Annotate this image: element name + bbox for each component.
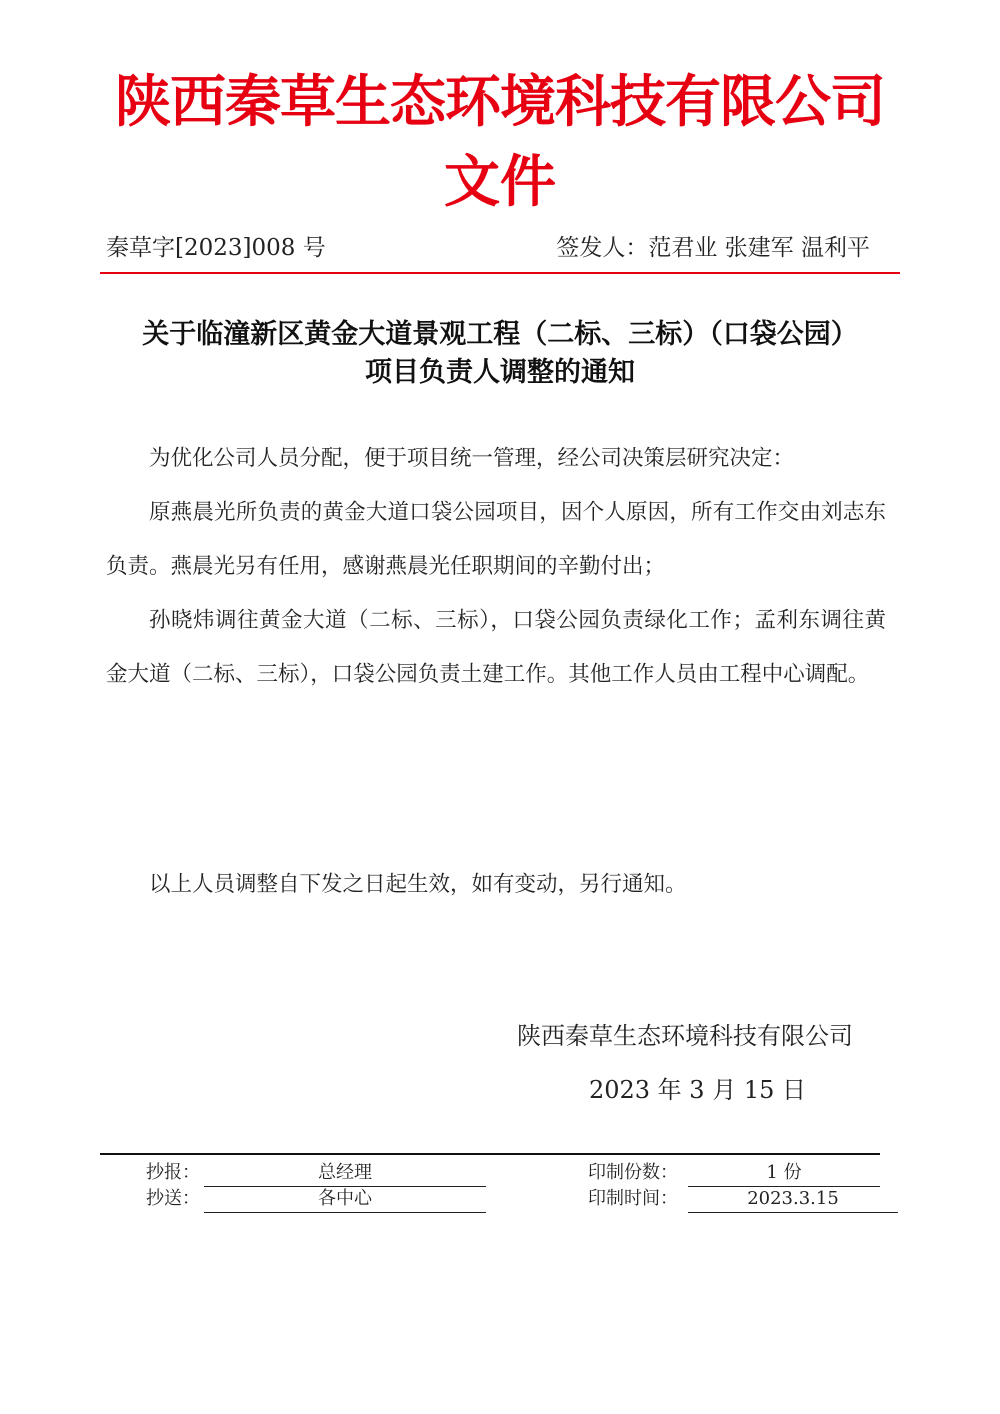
issuer-names: 范君业 张建军 温利平 bbox=[648, 235, 870, 261]
body-paragraph-4: 以上人员调整自下发之日起生效，如有变动，另行通知。 bbox=[149, 872, 687, 897]
document-number: 秦草字[2023]008 号 bbox=[106, 235, 326, 261]
issuer-line bbox=[556, 232, 870, 264]
signature-organization: 陕西秦草生态环境科技有限公司 bbox=[517, 1022, 853, 1050]
header-organization-name: 陕西秦草生态环境科技有限公司 bbox=[115, 70, 885, 135]
signature-date: 2023 年 3 月 15 日 bbox=[588, 1076, 806, 1104]
issuer-label: 签发人： bbox=[556, 235, 649, 261]
footer-print-time-value: 2023.3.15 bbox=[688, 1186, 898, 1213]
footer-copy-value: 各中心 bbox=[204, 1186, 486, 1213]
footer-copies-label: 印制份数： bbox=[588, 1162, 678, 1183]
footer-print-time-label: 印制时间： bbox=[588, 1188, 678, 1209]
footer-copies-value: 1 份 bbox=[688, 1160, 880, 1187]
header-document-word: 文件 bbox=[444, 150, 556, 215]
body-paragraph-3: 孙晓炜调往黄金大道（二标、三标），口袋公园负责绿化工作；孟利东调往黄金大道（二标、三标），口袋公园负责土建工作。其他工作人员由工程中心调配。 bbox=[106, 608, 886, 687]
body-paragraph-2: 原燕晨光所负责的黄金大道口袋公园项目，因个人原因，所有工作交由刘志东负责。燕晨光另有任用，感谢燕晨光任职期间的辛勤付出； bbox=[106, 500, 886, 579]
body-paragraph-1: 为优化公司人员分配，便于项目统一管理，经公司决策层研究决定： bbox=[149, 446, 795, 471]
footer-copy-label: 抄送： bbox=[146, 1188, 200, 1209]
red-separator-rule bbox=[100, 272, 900, 274]
footer-report-value: 总经理 bbox=[204, 1160, 486, 1187]
notice-title-line-1: 关于临潼新区黄金大道景观工程（二标、三标）（口袋公园） bbox=[142, 319, 858, 350]
footer-report-label: 抄报： bbox=[146, 1162, 200, 1183]
footer-top-rule bbox=[100, 1153, 880, 1155]
notice-title-line-2: 项目负责人调整的通知 bbox=[365, 357, 635, 388]
